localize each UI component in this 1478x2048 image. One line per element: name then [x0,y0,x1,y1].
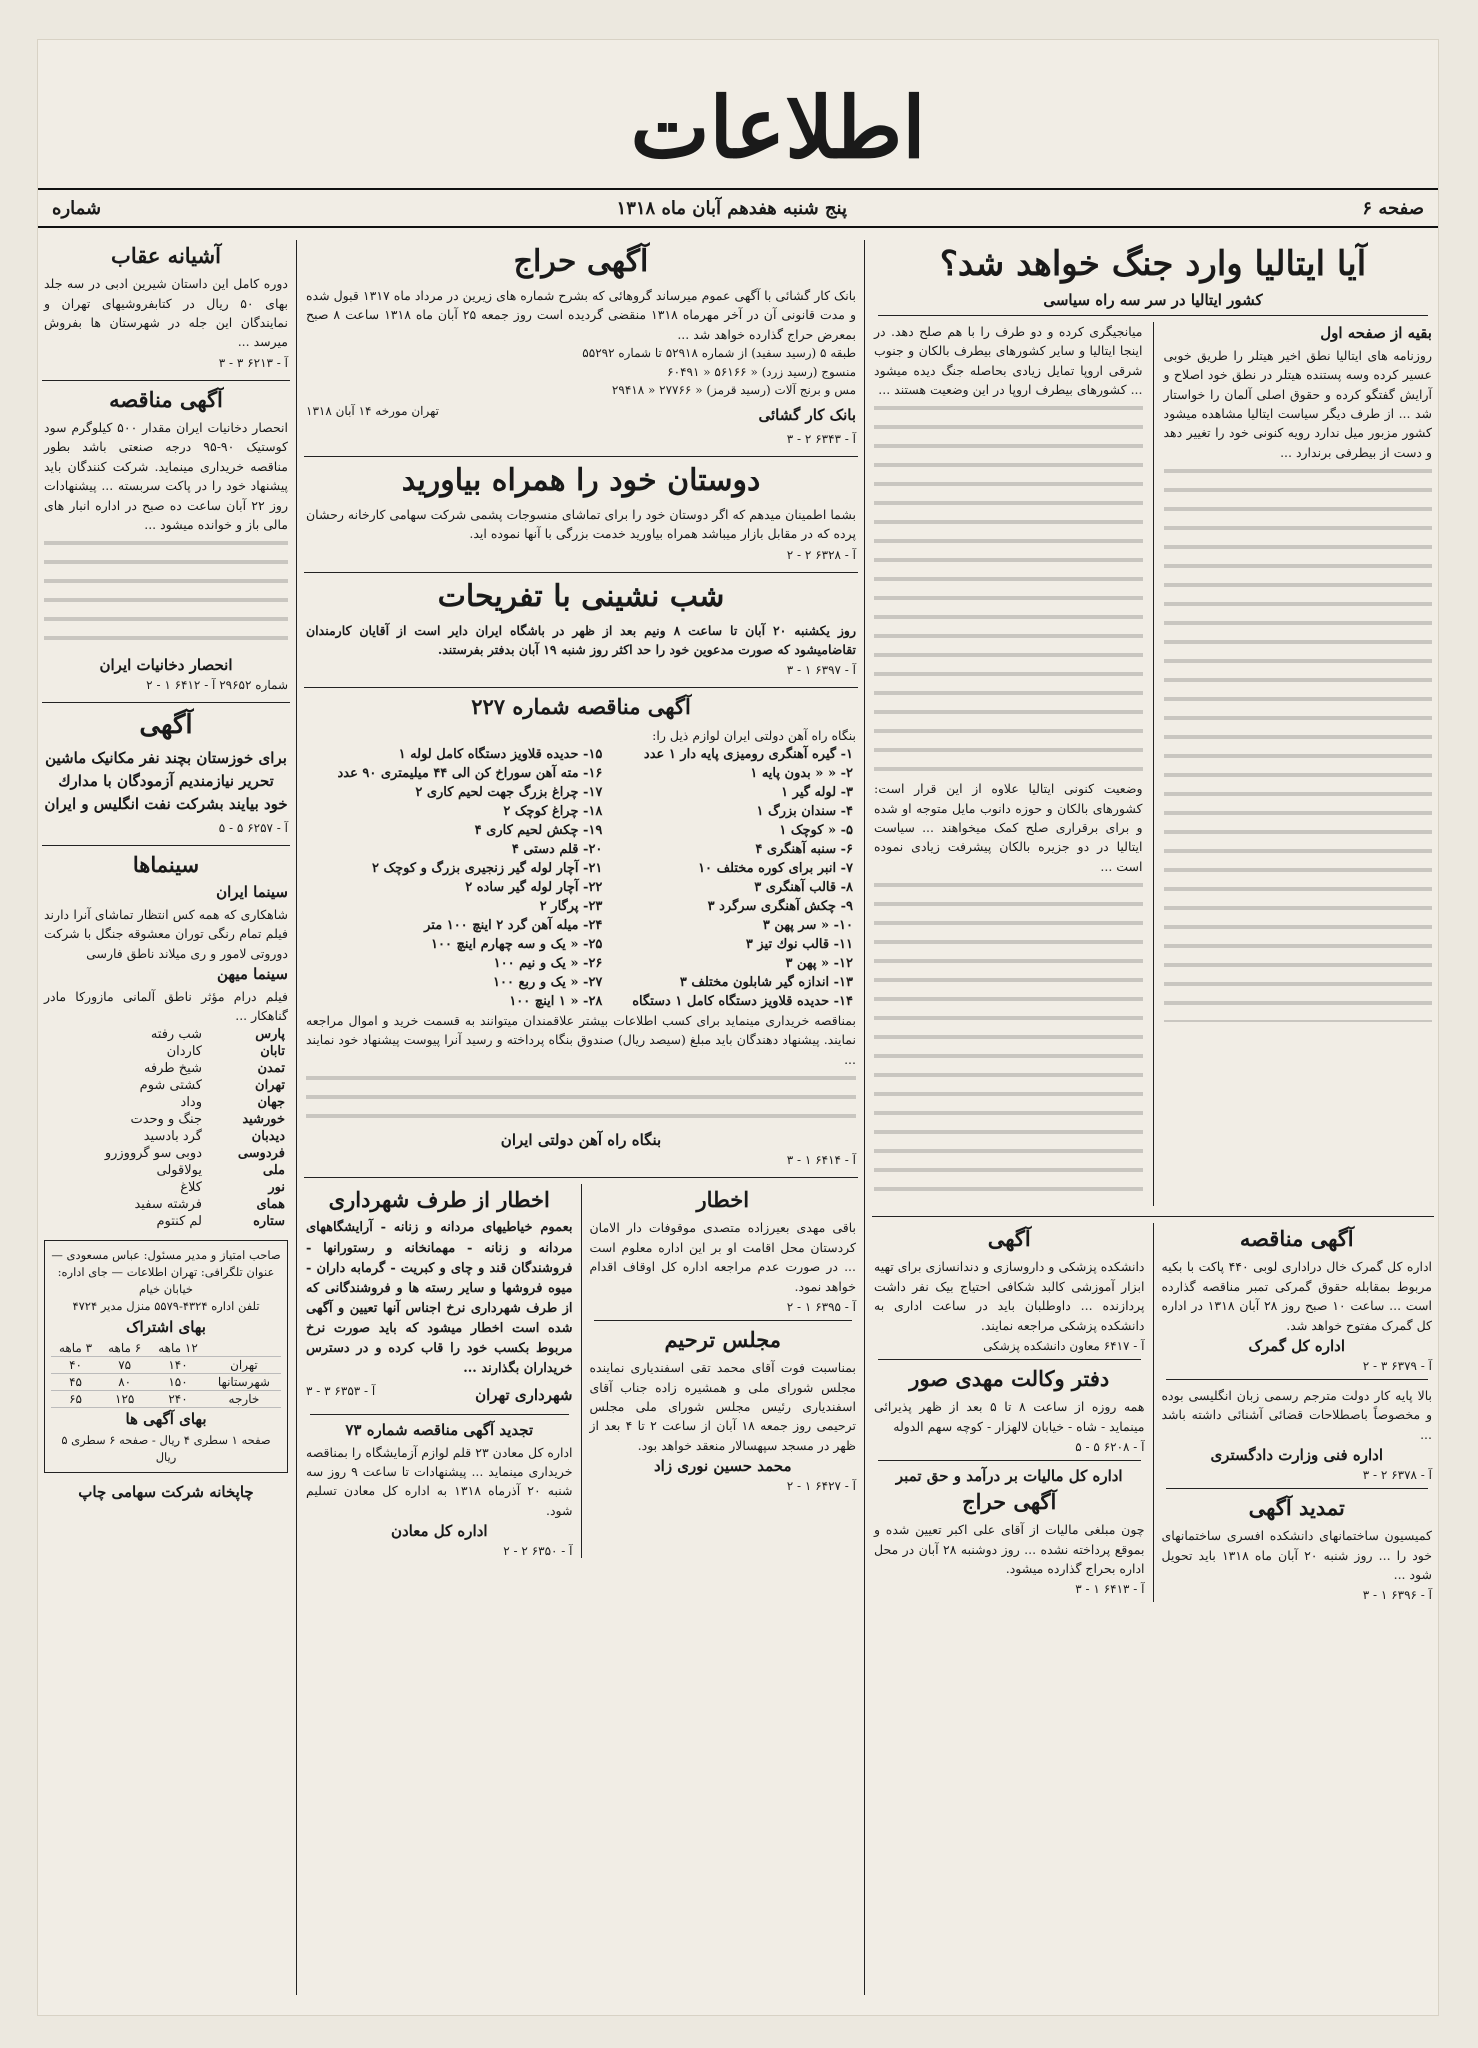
customs-tender-body: اداره کل گمرک خال دراداری لوبی ۴۴۰ پاکت با بکیه مربوط بمقابله حقوق گمرکی تمبر مناقصه گذارده است ... ساعت ۱۰ صبح روز ۲۸ آبان ۱۳۱۸ در اداره کل گمرک مفتوح خواهد شد. [1161,1259,1433,1333]
body-text-lines [306,1069,856,1129]
medical-notice-code: آ - ۶۴۱۷ معاون دانشکده پزشکی [983,1338,1145,1353]
imprint-text: صاحب امتیاز و مدیر مسئول: عباس مسعودی — عنوان تلگرافی: تهران اطلاعات — جای اداره: خیابان خیام [51,1247,281,1297]
tender-item: ۱- گیره آهنگری رومیزی پایه دار ۱ عدد [643,747,853,763]
body-text-lines [874,399,1143,779]
tender-item: ۵- « کوچک ۱ [779,823,853,839]
mechanic-ad-code: آ - ۶۲۵۷ ۵ - ۵ [218,820,288,835]
ads-column [300,240,862,1995]
tender-item: ۶- سنبه آهنگری ۴ [755,842,853,858]
cinema-iran-name: سینما ایران [216,882,288,901]
tender-item: ۲۱- آچار لوله گیر زنجیری بزرگ و کوچک ۲ [371,861,603,877]
tender-item: ۲۷- « یک و ربع ۱۰۰ [493,975,603,991]
dateline [38,188,1438,228]
subscription-row: شهرستانها ۱۵۰ ۸۰ ۴۵ [51,1373,281,1390]
mechanic-ad-title: آگهی [139,710,193,741]
warning-ad [590,1184,857,1558]
ad-price-text: صفحه ۱ سطری ۴ ریال - صفحه ۶ سطری ۵ ریال [61,1432,271,1464]
cinema-row: همای فرشته سفید [134,1196,285,1212]
tender-item: ۱۷- چراغ بزرگ جهت لحیم کاری ۲ [415,785,603,801]
tobacco-tender [44,387,288,693]
municipal-code: آ - ۶۳۵۳ ۳ - ۳ [306,1383,376,1398]
printer-name: چاپخانه شرکت سهامی چاپ [78,1483,254,1502]
customs-code: آ - ۶۳۷۹ ۳ - ۲ [1362,1358,1432,1373]
mines-sign: اداره کل معادن [390,1522,488,1541]
tender-intro: بنگاه راه آهن دولتی ایران لوازم ذیل را: [652,727,856,743]
cinemas [44,852,288,1230]
condolence-body: بمناسبت فوت آقای محمد تقی اسفندیاری نماینده مجلس شورای ملی و همشیره زاده جناب آقای اسفندیاری رئیس مجلس شورای ملی مجلس ترحیمی روز جمعه ۱۸ آبان از ساعت ۲ تا ۴ بعد از ظهر در مسجد سپهسالار منعقد خواهد بود. [589,1360,856,1453]
auction-sign: بانک کار گشائی [758,405,856,424]
lead-subtitle: کشور ایتالیا در سر سه راه سیاسی [1043,290,1263,309]
auction-row: منسوج (رسید زرد) « ۵۶۱۶۶ « ۶۰۴۹۱ [667,364,856,379]
cinema-row: تابان کاردان [166,1043,285,1059]
tender-item: ۲۲- آچار لوله گیر ساده ۲ [465,880,603,896]
cinema-row: تهران کشتی شوم [139,1077,285,1093]
medical-notice-title: آگهی [987,1226,1031,1252]
auction-code: آ - ۶۳۴۳ ۲ - ۳ [786,431,856,446]
subscription-row: خارجه ۲۴۰ ۱۲۵ ۶۵ [51,1390,281,1407]
mines-code: آ - ۶۳۵۰ ۲ - ۲ [503,1544,573,1559]
mechanic-ad [44,709,288,834]
tender-sign: بنگاه راه آهن دولتی ایران [500,1131,662,1150]
friends-body: بشما اطمینان میدهم که اگر دوستان خود را برای تماشای منسوجات پشمی شرکت سهامی کارخانه رحشان پرده که در مقابل بازار میباشد همراه بیاورید خدمت بزرگی با آنها نموده اید. [306,506,856,542]
masthead: اطلاعات [630,78,926,177]
tender-item: ۱۴- حدیده قلاویز دستگاه کامل ۱ دستگاه [632,994,853,1010]
customs-tender-title: آگهی مناقصه [1239,1226,1354,1252]
cinema-row: جهان وداد [180,1094,285,1110]
municipal-ad [306,1184,573,1558]
justice-sign: اداره فنی وزارت دادگستری [1210,1446,1384,1465]
lead-body-b: میانجیگری کرده و دو طرف را با هم صلح دهد. در اینجا ایتالیا و سایر کشورهای بیطرف بالکان و جنوب شرقی اروپا تمایل زیادی بحاصله جنگ دیده میشود ... کشورهای بیطرف اروپا در این وضعیت هستند ... [874,323,1143,397]
renew-code: آ - ۶۳۹۶ ۱ - ۳ [1362,1588,1432,1603]
auction-body: بانک کار گشائی با آگهی عموم میرساند گروهائی که بشرح شماره های زیرین در مرداد ماه ۱۳۱۷ قبول شده و مدت قانونی آن در آخر مهرماه ۱۳۱۸ منقضی گردیده است روز جمعه ۲۵ آبان ماه ۱۳۱۸ ساعت ۸ صبح بمعرض حراج گذارده خواهد شد ... [306,288,856,342]
medical-notice-body: دانشکده پزشکی و داروسازی و دندانسازی برای تهیه ابزار آموزشی کالبد شکافی احتیاج بیک نفر داشت پردازنده ... داوطلبان باید در ساعت اداری به دانشکده پزشکی مراجعه نمایند. [874,1259,1145,1333]
tax-auction-code: آ - ۶۴۱۳ ۱ - ۳ [1075,1582,1145,1597]
cinema-row: ملی یولاقولی [156,1162,285,1178]
tender-code: آ - ۶۴۱۴ ۱ - ۳ [786,1153,856,1168]
tax-auction-body: چون مبلغی مالیات از آقای علی اکبر تعیین شده و بموقع پرداخته نشده ... روز دوشنبه ۲۸ آبان در محل اداره بحراج گذارده میشود. [874,1522,1145,1576]
tender-item: ۱۹- چکش لحیم کاری ۴ [474,823,603,839]
lead-headline: آیا ایتالیا وارد جنگ خواهد شد؟ [939,244,1367,284]
warning-body: باقی مهدی بعیرزاده متصدی موقوفات دار الامان کردستان محل اقامت او بر این اداره معلوم است ... در صورت عدم مراجعه اداره کل اوقاف اقدام خواهد نمود. [589,1220,856,1294]
body-text-lines [1164,462,1433,1022]
book-ad-title: آشیانه عقاب [111,243,221,268]
auction-row: طبقه ۵ (رسید سفید) از شماره ۵۲۹۱۸ تا شماره ۵۵۲۹۲ [582,346,856,361]
body-text-lines [874,876,1143,1206]
tender-item: ۸- قالب آهنگری ۳ [754,880,853,896]
subscription-row: تهران ۱۴۰ ۷۵ ۴۰ [51,1356,281,1373]
justice-body: بالا پایه کار دولت مترجم رسمی زبان انگلیسی بوده و مخصوصاً باصطلاحات قضائی آشنائی داشته باشد ... [1161,1387,1432,1442]
tender-item: ۱۰- « سر پهن ۳ [762,918,853,934]
cinema-iran-body: شاهکاری که همه کس انتظار تماشای آنرا دارند فیلم تمام رنگی توران معشوقه جنگل با شرکت دوروتی لامور و ری میلاند ناطق فارسی [44,906,288,961]
cinema-row: ستاره لم کنتوم [156,1213,285,1229]
warning-title: اخطار [696,1187,750,1213]
cinema-row: نور کلاغ [180,1179,285,1195]
cinema-row: فردوسی دوبی سو گرووزرو [104,1145,285,1161]
lead-body-c: وضعیت کنونی ایتالیا علاوه از این قرار است: کشورهای بالکان و حوزه دانوب مایل متوجه او شده و برای برقراری صلح کمک میخواهند ... سیاست ایتالیا در دو جزیره بالکان پیشرفت زیادی نموده است ... [874,781,1143,874]
lead-article-column [868,240,1438,1995]
medical-school-notice [874,1223,1145,1602]
customs-tender [1162,1223,1433,1602]
cinema-row: پارس شب رفته [150,1026,285,1042]
municipal-title: اخطار از طرف شهرداری [328,1187,550,1213]
mechanic-ad-body: برای خوزستان بچند نفر مکانیک ماشین تحریر نیازمندیم آزمودگان با مدارك خود بیایند بشرکت نفت انگلیس و ایران [44,748,288,814]
auction-date: تهران مورخه ۱۴ آبان ۱۳۱۸ [306,403,439,418]
auction-title: آگهی حراج [513,244,649,279]
cinema-mihan-body: فیلم درام مؤثر ناطق آلمانی مازورکا مادر گناهکار ... [44,988,288,1024]
imprint-box [44,1240,288,1474]
auction-notice [306,244,856,446]
tender-item: ۲۰- قلم دستی ۴ [511,842,603,858]
mines-title: تجدید آگهی مناقصه شماره ۷۳ [345,1420,534,1439]
tender-item: ۱۶- مته آهن سوراخ کن الی ۴۴ میلیمتری ۹۰ عدد [337,766,603,782]
cinema-row: دیدبان گرد بادسید [143,1128,285,1144]
cinema-row: خورشید جنگ و وحدت [130,1111,285,1127]
body-text-lines [44,534,288,654]
law-office-title: دفتر وکالت مهدی صور [909,1365,1110,1391]
tender-item: ۲۸- « ۱ اینچ ۱۰۰ [509,994,603,1010]
tobacco-tender-sign: انحصار دخانیات ایران [99,656,233,675]
party-code: آ - ۶۳۹۷ ۱ - ۳ [786,663,856,678]
cinemas-title: سینماها [132,851,200,877]
imprint-phone: تلفن اداره ۴۳۲۴-۵۵۷۹ منزل مدیر ۴۷۲۴ [72,1299,260,1314]
customs-sign: اداره کل گمرک [1248,1336,1346,1355]
tender-item: ۹- چکش آهنگری سرگرد ۳ [707,899,853,915]
railway-tender [306,694,856,1167]
book-ad-code: آ - ۶۲۱۳ ۳ - ۳ [218,355,288,370]
party-title: شب نشینی با تفریحات [437,578,725,614]
tender-item: ۲- « « بدون پایه ۱ [750,766,853,782]
tobacco-tender-body: انحصار دخانیات ایران مقدار ۵۰۰ کیلوگرم سود کوستیک ۹۰-۹۵ درجه صنعتی باشد بطور مناقصه خریداری مینماید. شرکت کنندگان باید پیشنهاد خود را در پاکت سربسته ... پیشنهادات روز ۲۲ آبان ساعت ده صبح در اداره انبار های مالی باز و خوانده میشود ... [44,420,288,532]
lead-body-a: روزنامه های ایتالیا نطق اخیر هیتلر را طریق خوبی عسیر کرده وسه پستنده هیتلر در نطق خود اصلاح و آرایش گفتگو کرده و حقوق اصلی آلمان را خواستار شد ... از طرف دیگر سیاست ایتالیا مشاهده میشود کشور مزبور میل ندارد رویه کنونی خود را تغییر دهد و دست از بیطرفی برندارد ... [1163,347,1432,460]
tobacco-tender-code: شماره ۲۹۶۵۲ آ - ۶۴۱۲ ۱ - ۲ [146,678,288,693]
tender-item: ۴- سندان بزرگ ۱ [756,804,853,820]
tender-items-table [306,745,856,1011]
condolence-code: آ - ۶۴۲۷ ۱ - ۲ [786,1479,856,1494]
issue-number: شماره [52,197,102,219]
subscription-header: ۱۲ ماهه ۶ ماهه ۳ ماهه [51,1340,281,1357]
cinema-list [44,1026,288,1230]
tender-item: ۱۳- اندازه گیر شابلون مختلف ۳ [679,975,853,991]
subscription-title: بهای اشتراک [126,1317,206,1336]
tender-body: بمناقصه خریداری مینماید برای کسب اطلاعات بیشتر علاقمندان میتوانند به قسمت خرید و اموال مراجعه نمایند. پیشنهاد دهندگان باید مبلغ (سیصد ریال) صندوق بنگاه پرداخته و رسید آنرا پیوست پیشنهاد خود نمایند ... [306,1013,856,1067]
tobacco-tender-title: آگهی مناقصه [109,386,223,412]
friends-ad [306,463,856,562]
friends-code: آ - ۶۳۲۸ ۲ - ۲ [786,547,856,562]
book-ad-body: دوره کامل این داستان شیرین ادبی در سه جلد بهای ۵۰ ریال در کتابفروشیهای تهران و نمایندگان این جله در شهرستان ها بفروش میرسد ... [44,276,288,350]
justice-code: آ - ۶۳۷۸ ۲ - ۳ [1362,1468,1432,1483]
tender-item: ۲۵- « یک و سه چهارم اینچ ۱۰۰ [431,937,603,953]
tender-item: ۳- لوله گیر ۱ [781,785,853,801]
tender-item: ۷- انبر برای کوره مختلف ۱۰ [698,861,853,877]
left-column [38,240,294,1995]
tender-item: ۲۳- پرگار ۲ [539,899,603,915]
renew-title: تمدید آگهی [1248,1495,1345,1521]
mines-body: اداره کل معادن ۲۳ قلم لوازم آزمایشگاه را بمناقصه خریداری مینماید ... پیشنهادات تا ساعت ۹ روز سه شنبه ۲۰ آذرماه ۱۳۱۸ به اداره کل معادن تسلیم شود. [306,1444,573,1518]
tender-item: ۲۴- میله آهن گرد ۲ اینچ ۱۰۰ متر [424,918,603,934]
warning-code: آ - ۶۳۹۵ ۱ - ۲ [786,1299,856,1314]
condolence-sign: محمد حسین نوری زاد [653,1457,792,1476]
tender-title: آگهی مناقصه شماره ۲۲۷ [471,694,691,720]
subscription-table [51,1340,281,1408]
page-number: صفحه ۶ [1362,197,1424,219]
ad-price-title: بهای آگهی ها [125,1409,207,1428]
law-office-code: آ - ۶۲۰۸ ۵ - ۵ [1075,1439,1145,1454]
cinema-mihan-name: سینما میهن [217,964,288,983]
tax-office-title: اداره کل مالیات بر درآمد و حق تمبر [895,1466,1123,1485]
tender-item: ۱۵- حدیده قلاویز دستگاه کامل لوله ۱ [398,747,603,763]
auction-row: مس و برنج آلات (رسید قرمز) « ۲۷۷۶۶ « ۲۹۴۱۸ [611,383,856,398]
friends-title: دوستان خود را همراه بیاورید [401,462,761,498]
tender-item: ۲۶- « یک و نیم ۱۰۰ [493,956,603,972]
party-body: روز یکشنبه ۲۰ آبان تا ساعت ۸ ونیم بعد از ظهر در باشگاه ایران دایر است از آقایان کارمندان تقاضامیشود که صورت مدعوین خود را حد اکثر روز شنبه ۱۹ آبان بدفتر بفرستند. [306,622,856,658]
law-office-body: همه روزه از ساعت ۸ تا ۵ بعد از ظهر پذیرائی مینماید - شاه - خیابان لالهزار - کوچه سهم الدوله [874,1399,1145,1434]
renew-body: کمیسیون ساختمانهای دانشکده افسری ساختمانهای خود را ... روز شنبه ۲۰ آبان ماه ۱۳۱۸ باید تحویل شود ... [1161,1528,1432,1583]
continued-label: بقیه از صفحه اول [1320,323,1432,342]
cinema-row: تمدن شیخ طرفه [143,1060,285,1076]
tax-auction-title: آگهی حراج [962,1488,1057,1514]
book-ad [44,243,288,370]
tender-item: ۱۸- چراغ کوچک ۲ [503,804,603,820]
municipal-sign: شهرداری تهران [475,1385,573,1404]
party-ad [306,579,856,678]
newspaper-page [38,40,1438,2015]
issue-date: پنج شنبه هفدهم آبان ماه ۱۳۱۸ [616,197,847,219]
tender-item: ۱۲- « پهن ۳ [785,956,853,972]
condolence-title: مجلس ترحیم [664,1326,782,1352]
tender-item: ۱۱- قالب نوك تیز ۳ [745,937,853,953]
municipal-body: بعموم خیاطیهای مردانه و زنانه - آرایشگاههای مردانه و زنانه - مهمانخانه و رستورانها - فروشندگان قند و چای و کبریت - گرمابه داران - میوه فروشها و سایر رسته ها و فروشندگانی که از طرف شهرداری نرخ اجناس آنها تعیین و آگهی شده است اخطار میشود که باید صورت نرخ مربوط بکسب خود را قاب کرده و در دسترس خریداران بگذارند ... [306,1220,573,1377]
